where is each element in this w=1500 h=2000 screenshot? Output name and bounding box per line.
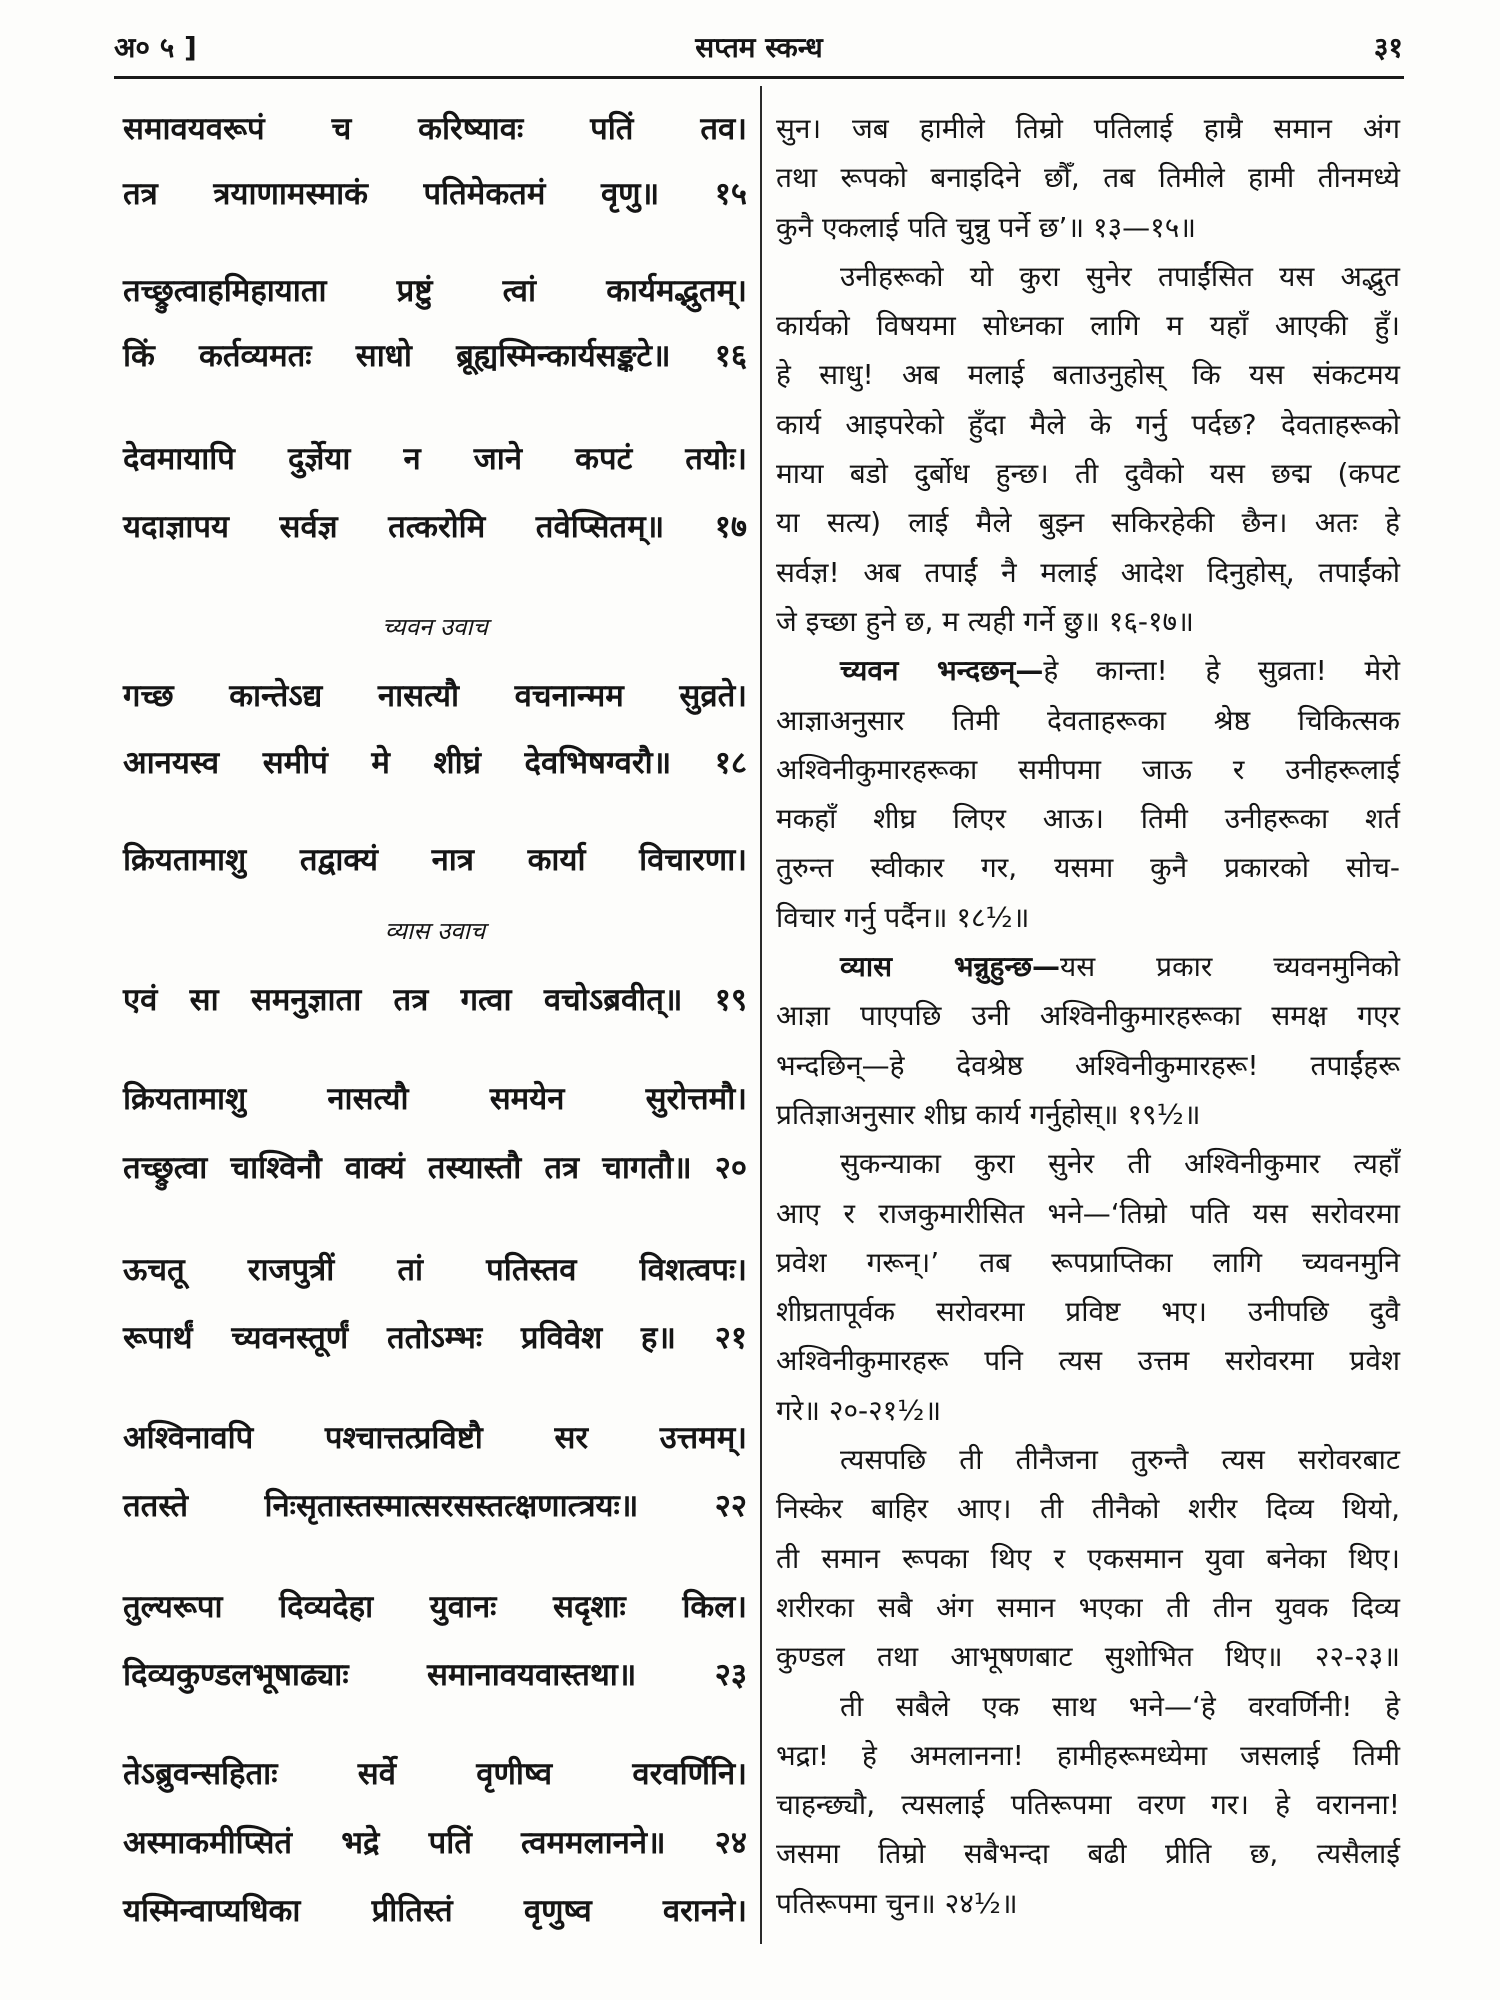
- translation-line: तथा रूपको बनाइदिने छौँ, तब तिमीले हामी तीनमध्ये: [776, 161, 1400, 195]
- translation-line: शीघ्रतापूर्वक सरोवरमा प्रविष्ट भए। उनीपछि दुवै: [776, 1295, 1400, 1329]
- verse-line: तुल्यरूपा दिव्यदेहा युवानः सदृशाः किल।: [123, 1589, 747, 1625]
- translation-line: प्रतिज्ञाअनुसार शीघ्र कार्य गर्नुहोस्॥ १९½॥: [776, 1097, 1201, 1131]
- verse-line: यस्मिन्वाप्यधिका प्रीतिस्तं वृणुष्व वरानने।: [123, 1893, 747, 1929]
- verse-line: तत्र त्रयाणामस्माकं पतिमेकतमं वृणु॥ १५: [123, 176, 747, 212]
- verse-line: दिव्यकुण्डलभूषाढ्याः समानावयवास्तथा॥ २३: [123, 1657, 747, 1693]
- translation-line: [776, 942, 1400, 991]
- translation-line: तुरुन्त स्वीकार गर, यसमा कुनै प्रकारको सोच-: [776, 851, 1400, 885]
- verse-line: अस्माकमीप्सितं भद्रे पतिं त्वममलानने॥ २४: [123, 1825, 747, 1861]
- verse-line: क्रियतामाशु तद्वाक्यं नात्र कार्या विचारणा।: [123, 842, 747, 878]
- translation-line: आज्ञाअनुसार तिमी देवताहरूका श्रेष्ठ चिकित्सक: [776, 703, 1400, 737]
- translation-line: आए र राजकुमारीसित भने—‘तिम्रो पति यस सरोवरमा: [776, 1196, 1400, 1230]
- translation-line: कुण्डल तथा आभूषणबाट सुशोभित थिए॥ २२-२३॥: [776, 1640, 1400, 1674]
- translation-column: [776, 104, 1400, 1928]
- translation-line-text: यस प्रकार च्यवनमुनिको: [1059, 950, 1400, 984]
- verse-line: आनयस्व समीपं मे शीघ्रं देवभिषग्वरौ॥ १८: [123, 745, 747, 781]
- translation-line: अश्विनीकुमारहरूका समीपमा जाऊ र उनीहरूलाई: [776, 752, 1400, 786]
- translation-line: प्रवेश गरून्।’ तब रूपप्राप्तिका लागि च्यवनमुनि: [776, 1245, 1400, 1279]
- translation-line: माया बडो दुर्बोध हुन्छ। ती दुवैको यस छद्म (कपट: [776, 457, 1400, 491]
- translation-line: आज्ञा पाएपछि उनी अश्विनीकुमारहरूका समक्ष गएर: [776, 999, 1400, 1033]
- verse-line: एवं सा समनुज्ञाता तत्र गत्वा वचोऽब्रवीत्॥ १९: [123, 982, 747, 1018]
- translation-line: जे इच्छा हुने छ, म त्यही गर्ने छु॥ १६-१७॥: [776, 604, 1194, 638]
- translation-line: कुनै एकलाई पति चुन्नु पर्ने छ’॥ १३—१५॥: [776, 210, 1197, 244]
- translation-line: भद्रा! हे अमलानना! हामीहरूमध्येमा जसलाई तिमी: [776, 1738, 1400, 1772]
- translation-line-text: हे कान्ता! हे सुव्रता! मेरो: [1043, 654, 1400, 688]
- verse-line: समावयवरूपं च करिष्यावः पतिं तव।: [123, 111, 747, 147]
- translation-line: पतिरूपमा चुन॥ २४½॥: [776, 1886, 1018, 1920]
- translation-line: हे साधु! अब मलाई बताउनुहोस् कि यस संकटमय: [776, 358, 1400, 392]
- speaker-heading-chyavana: च्यवन उवाच: [382, 613, 488, 641]
- verse-line: क्रियतामाशु नासत्यौ समयेन सुरोत्तमौ।: [123, 1081, 747, 1117]
- translation-line: कार्य आइपरेको हुँदा मैले के गर्नु पर्दछ? देवताहरूको: [776, 407, 1400, 441]
- verse-line: अश्विनावपि पश्चात्तत्प्रविष्टौ सर उत्तमम्।: [123, 1420, 747, 1456]
- verse-line: देवमायापि दुर्ज्ञेया न जाने कपटं तयोः।: [123, 441, 747, 477]
- translation-line: जसमा तिम्रो सबैभन्दा बढी प्रीति छ, त्यसैलाई: [776, 1837, 1400, 1871]
- header-chapter-ref: अ० ५ ]: [114, 31, 197, 64]
- header-rule: [114, 76, 1404, 79]
- speaker-heading-vyasa: व्यास उवाच: [384, 917, 486, 945]
- speaker-label-chyavana: च्यवन भन्दछन्—: [840, 654, 1044, 688]
- verse-line: तेऽब्रुवन्सहिताः सर्वे वृणीष्व वरवर्णिनि।: [123, 1756, 747, 1792]
- translation-line: सुकन्याका कुरा सुनेर ती अश्विनीकुमार त्यहाँ: [840, 1147, 1400, 1181]
- translation-line: [776, 646, 1400, 695]
- header-page-number: ३१: [1373, 31, 1403, 64]
- verse-line: ऊचतू राजपुत्रीं तां पतिस्तव विशत्वपः।: [123, 1252, 747, 1288]
- translation-line: ती समान रूपका थिए र एकसमान युवा बनेका थिए।: [776, 1541, 1400, 1575]
- header-title: सप्तम स्कन्ध: [695, 31, 823, 64]
- verse-line: तच्छ्रुत्वा चाश्विनौ वाक्यं तस्यास्तौ तत्र चागतौ॥ २०: [123, 1150, 747, 1186]
- verse-line: ततस्ते निःसृतास्तस्मात्सरसस्तत्क्षणात्त्रयः॥ २२: [123, 1488, 747, 1524]
- verse-line: किं कर्तव्यमतः साधो ब्रूह्यस्मिन्कार्यसङ्कटे॥ १६: [123, 338, 747, 374]
- translation-line: गरे॥ २०-२१½॥: [776, 1393, 942, 1427]
- translation-line: निस्केर बाहिर आए। ती तीनैको शरीर दिव्य थियो,: [776, 1492, 1400, 1526]
- translation-line: सुन। जब हामीले तिम्रो पतिलाई हाम्रै समान अंग: [776, 112, 1400, 145]
- verse-line: गच्छ कान्तेऽद्य नासत्यौ वचनान्मम सुव्रते।: [123, 678, 747, 714]
- translation-line: ती सबैले एक साथ भने—‘हे वरवर्णिनी! हे: [840, 1689, 1400, 1723]
- translation-line: सर्वज्ञ! अब तपाईं नै मलाई आदेश दिनुहोस्, तपाईंको: [776, 555, 1400, 589]
- speaker-label-vyasa: व्यास भन्नुहुन्छ—: [840, 950, 1060, 984]
- translation-line: चाहन्छ्यौ, त्यसलाई पतिरूपमा वरण गर। हे वरानना!: [776, 1788, 1400, 1822]
- verse-line: यदाज्ञापय सर्वज्ञ तत्करोमि तवेप्सितम्॥ १७: [123, 509, 747, 545]
- translation-line: शरीरका सबै अंग समान भएका ती तीन युवक दिव्य: [776, 1590, 1400, 1624]
- translation-line: त्यसपछि ती तीनैजना तुरुन्तै त्यस सरोवरबाट: [840, 1443, 1400, 1477]
- translation-line: मकहाँ शीघ्र लिएर आऊ। तिमी उनीहरूका शर्त: [776, 802, 1400, 836]
- translation-line: कार्यको विषयमा सोध्नका लागि म यहाँ आएकी हुँ।: [776, 309, 1400, 343]
- verse-line: रूपार्थं च्यवनस्तूर्णं ततोऽम्भः प्रविवेश ह॥ २१: [123, 1320, 747, 1356]
- column-divider: [760, 86, 762, 1944]
- translation-line: अश्विनीकुमारहरू पनि त्यस उत्तम सरोवरमा प्रवेश: [776, 1344, 1400, 1378]
- translation-line: भन्दछिन्—हे देवश्रेष्ठ अश्विनीकुमारहरू! तपाईंहरू: [776, 1048, 1400, 1082]
- translation-line: या सत्य) लाई मैले बुझ्न सकिरहेकी छैन। अतः हे: [776, 506, 1400, 540]
- translation-line: विचार गर्नु पर्दैन॥ १८½॥: [776, 900, 1030, 934]
- verse-line: तच्छ्रुत्वाहमिहायाता प्रष्टुं त्वां कार्यमद्भुतम्।: [123, 273, 747, 309]
- translation-line: उनीहरूको यो कुरा सुनेर तपाईंसित यस अद्भुत: [840, 259, 1400, 293]
